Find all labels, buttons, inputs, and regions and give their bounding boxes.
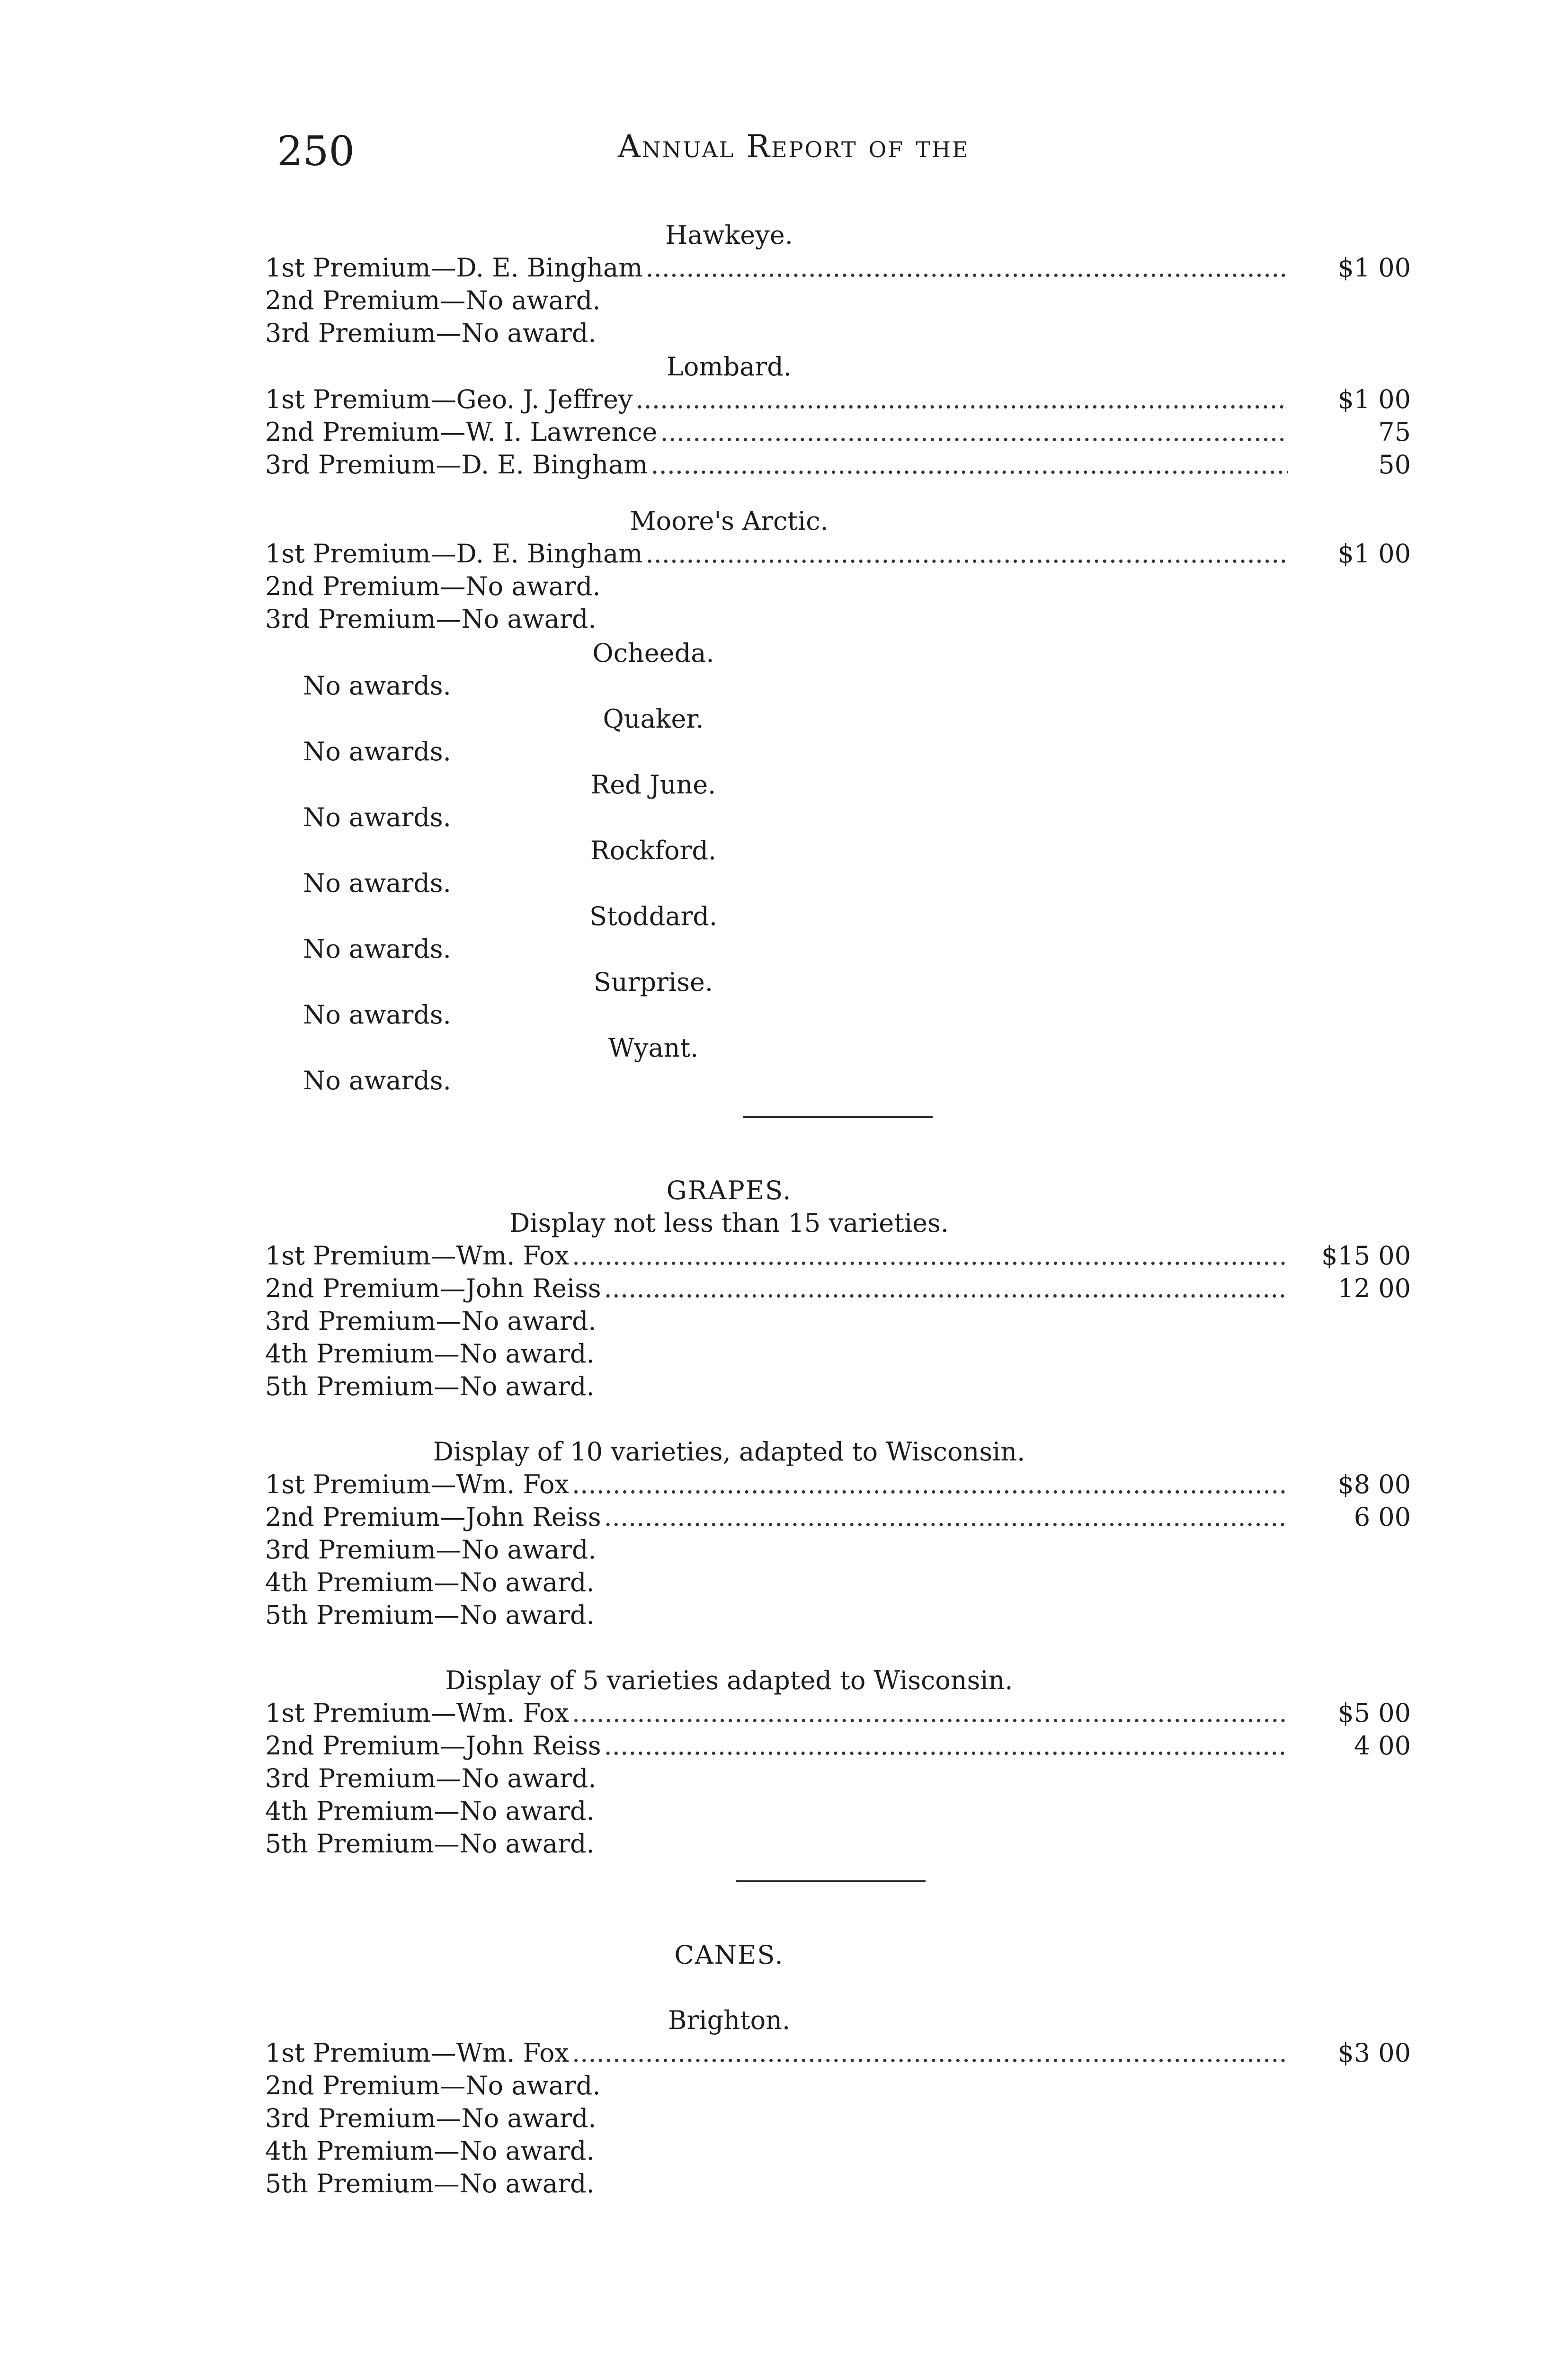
dot-leader [569,2037,1288,2069]
display-subtitle: Display of 5 varieties adapted to Wisconsin. [445,1665,1013,1695]
award-row [265,448,1416,481]
award-label: 3rd Premium—No award. [265,1306,597,1336]
dot-leader [633,383,1288,416]
award-row [265,1827,1416,1860]
section-divider [743,1116,933,1118]
variety-title: Rockford. [590,836,717,865]
award-amount: $1 00 [1337,384,1411,414]
award-row [265,537,1416,570]
dot-leader [648,448,1288,481]
award-label: 1st Premium—D. E. Bingham [265,539,643,569]
award-label: 5th Premium—No award. [265,1600,595,1630]
award-label: 3rd Premium—No award. [265,1763,597,1793]
award-row [265,570,1416,603]
award-label: 2nd Premium—John Reiss [265,1273,601,1303]
award-row [265,1272,1416,1305]
award-amount: 12 00 [1337,1273,1411,1303]
award-amount: 50 [1378,450,1411,480]
dot-leader [642,251,1288,284]
award-row [265,383,1416,416]
award-label: 2nd Premium—John Reiss [265,1731,601,1761]
award-label: 2nd Premium—No award. [265,2071,601,2100]
award-amount: 75 [1378,417,1411,447]
award-label: 2nd Premium—No award. [265,285,601,315]
dot-leader [569,1468,1288,1501]
no-awards-text: No awards. [303,671,451,701]
award-label: 2nd Premium—John Reiss [265,1502,601,1532]
no-awards-text: No awards. [303,1000,451,1030]
dot-leader [601,1729,1288,1762]
variety-entry [265,703,1416,768]
display-subtitle: Display not less than 15 varieties. [509,1208,949,1238]
award-row [265,1370,1416,1403]
award-row [265,1729,1416,1762]
award-row [265,2069,1416,2102]
award-label: 5th Premium—No award. [265,1371,595,1401]
variety-entry [265,637,1416,703]
running-head: Annual Report of the [618,128,970,165]
award-row [265,1239,1416,1272]
section-no-award-varieties [265,637,1416,1097]
award-label: 4th Premium—No award. [265,1567,595,1597]
award-label: 1st Premium—D. E. Bingham [265,253,643,283]
award-row [265,1599,1416,1631]
award-label: 3rd Premium—D. E. Bingham [265,450,648,480]
award-amount: $5 00 [1337,1698,1411,1728]
award-row [265,2037,1416,2069]
variety-title: Hawkeye. [665,220,793,250]
award-label: 3rd Premium—No award. [265,2103,597,2133]
award-row [265,1533,1416,1566]
dot-leader [601,1272,1288,1305]
dot-leader [642,537,1288,570]
award-amount: $8 00 [1337,1469,1411,1499]
award-row [265,1697,1416,1729]
award-amount: $3 00 [1337,2038,1411,2068]
no-awards-text: No awards. [303,737,451,766]
award-label: 5th Premium—No award. [265,1829,595,1859]
award-amount: 6 00 [1354,1502,1411,1532]
variety-title: Ocheeda. [592,638,714,668]
dot-leader [658,416,1288,448]
award-label: 3rd Premium—No award. [265,604,597,634]
section-title: CANES. [674,1940,784,1970]
variety-title: Lombard. [667,352,792,382]
award-row [265,1795,1416,1827]
award-label: 3rd Premium—No award. [265,318,597,348]
no-awards-text: No awards. [303,868,451,898]
award-label: 5th Premium—No award. [265,2169,595,2198]
section-divider [736,1880,926,1882]
award-label: 4th Premium—No award. [265,1339,595,1369]
variety-title: Quaker. [603,704,704,734]
award-row [265,1762,1416,1795]
award-amount: 4 00 [1354,1731,1411,1761]
dot-leader [569,1239,1288,1272]
variety-entry [265,900,1416,966]
variety-title: Surprise. [593,967,713,997]
award-label: 1st Premium—Wm. Fox [265,1698,570,1728]
award-row [265,1501,1416,1533]
variety-title: Brighton. [668,2005,791,2035]
variety-entry [265,768,1416,834]
award-row [265,1566,1416,1599]
section-canes [265,1939,1416,2200]
award-label: 1st Premium—Wm. Fox [265,1241,570,1271]
award-label: 3rd Premium—No award. [265,1535,597,1565]
award-label: 2nd Premium—W. I. Lawrence [265,417,658,447]
award-label: 1st Premium—Geo. J. Jeffrey [265,384,633,414]
variety-title: Stoddard. [589,901,718,931]
variety-title: Wyant. [608,1033,699,1063]
award-row [265,317,1416,349]
no-awards-text: No awards. [303,934,451,964]
dot-leader [601,1501,1288,1533]
award-row [265,603,1416,635]
award-row [265,1337,1416,1370]
award-amount: $1 00 [1337,253,1411,283]
section-title: GRAPES. [666,1175,792,1205]
no-awards-text: No awards. [303,1066,451,1095]
variety-entry [265,834,1416,900]
section-hawkeye [265,219,1416,349]
award-row [265,251,1416,284]
award-label: 1st Premium—Wm. Fox [265,1469,570,1499]
award-amount: $15 00 [1321,1241,1411,1271]
section-lombard [265,350,1416,481]
award-amount: $1 00 [1337,539,1411,569]
page-number: 250 [277,128,355,175]
no-awards-text: No awards. [303,802,451,832]
variety-entry [265,1032,1416,1097]
award-row [265,284,1416,317]
variety-title: Red June. [590,770,716,800]
section-moores-arctic [265,505,1416,635]
display-subtitle: Display of 10 varieties, adapted to Wisconsin. [433,1437,1025,1467]
award-label: 1st Premium—Wm. Fox [265,2038,570,2068]
variety-title: Moore's Arctic. [630,506,829,536]
variety-entry [265,966,1416,1032]
award-row [265,2102,1416,2135]
page-header [277,125,1555,178]
award-row [265,2167,1416,2200]
award-label: 4th Premium—No award. [265,2136,595,2166]
award-row [265,2135,1416,2167]
award-row [265,1468,1416,1501]
dot-leader [569,1697,1288,1729]
section-grapes [265,1174,1416,1860]
award-label: 4th Premium—No award. [265,1796,595,1826]
award-row [265,416,1416,448]
award-label: 2nd Premium—No award. [265,571,601,601]
award-row [265,1305,1416,1337]
